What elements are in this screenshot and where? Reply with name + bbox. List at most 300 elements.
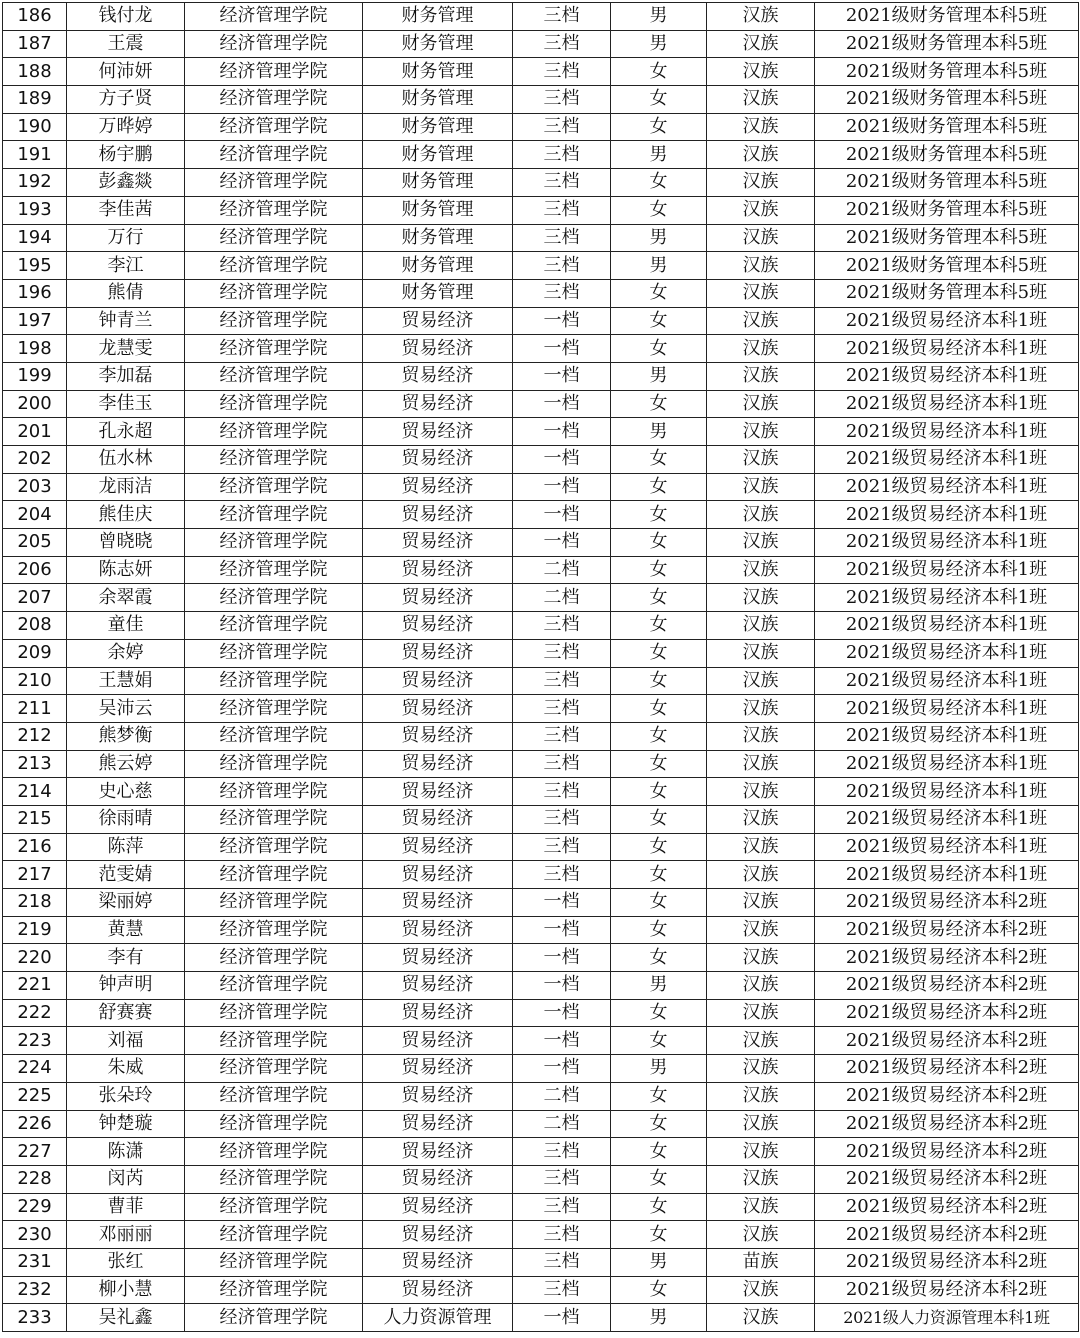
student-name: 熊云婷 [67,750,185,778]
grade-level-cell: 一档 [513,418,611,446]
class-cell: 2021级贸易经济本科1班 [815,473,1079,501]
student-name: 吴礼鑫 [67,1304,185,1332]
table-row [3,58,1079,86]
grade-level-cell: 三档 [513,169,611,197]
row-number: 214 [3,778,67,806]
major-cell: 贸易经济 [363,362,513,390]
student-name: 梁丽婷 [67,889,185,917]
college-cell: 经济管理学院 [185,169,363,197]
row-number: 221 [3,972,67,1000]
row-number: 197 [3,307,67,335]
grade-level-cell: 三档 [513,1165,611,1193]
table-row [3,556,1079,584]
college-cell: 经济管理学院 [185,722,363,750]
grade-level-cell: 二档 [513,1110,611,1138]
student-name: 李佳茜 [67,196,185,224]
table-row [3,1110,1079,1138]
college-cell: 经济管理学院 [185,446,363,474]
college-cell: 经济管理学院 [185,362,363,390]
row-number: 187 [3,30,67,58]
college-cell: 经济管理学院 [185,86,363,114]
gender-cell: 女 [611,196,707,224]
table-row [3,279,1079,307]
gender-cell: 女 [611,501,707,529]
row-number: 232 [3,1276,67,1304]
student-name: 范雯婧 [67,861,185,889]
grade-level-cell: 三档 [513,1221,611,1249]
row-number: 231 [3,1248,67,1276]
class-cell: 2021级贸易经济本科1班 [815,639,1079,667]
major-cell: 财务管理 [363,141,513,169]
table-row [3,750,1079,778]
class-cell: 2021级财务管理本科5班 [815,141,1079,169]
row-number: 220 [3,944,67,972]
major-cell: 贸易经济 [363,944,513,972]
ethnicity-cell: 汉族 [707,501,815,529]
class-cell: 2021级贸易经济本科2班 [815,1055,1079,1083]
major-cell: 贸易经济 [363,1221,513,1249]
gender-cell: 女 [611,695,707,723]
row-number: 229 [3,1193,67,1221]
college-cell: 经济管理学院 [185,1082,363,1110]
ethnicity-cell: 汉族 [707,307,815,335]
college-cell: 经济管理学院 [185,556,363,584]
class-cell: 2021级贸易经济本科2班 [815,1221,1079,1249]
ethnicity-cell: 汉族 [707,584,815,612]
student-name: 熊佳庆 [67,501,185,529]
class-cell: 2021级贸易经济本科1班 [815,362,1079,390]
row-number: 198 [3,335,67,363]
grade-level-cell: 一档 [513,529,611,557]
student-name: 钟楚璇 [67,1110,185,1138]
student-name: 余婷 [67,639,185,667]
college-cell: 经济管理学院 [185,778,363,806]
college-cell: 经济管理学院 [185,972,363,1000]
table-row [3,141,1079,169]
gender-cell: 男 [611,252,707,280]
college-cell: 经济管理学院 [185,1027,363,1055]
gender-cell: 男 [611,972,707,1000]
grade-level-cell: 二档 [513,1082,611,1110]
student-name: 童佳 [67,612,185,640]
major-cell: 贸易经济 [363,722,513,750]
grade-level-cell: 一档 [513,1027,611,1055]
gender-cell: 女 [611,722,707,750]
row-number: 211 [3,695,67,723]
row-number: 228 [3,1165,67,1193]
college-cell: 经济管理学院 [185,805,363,833]
major-cell: 贸易经济 [363,418,513,446]
row-number: 200 [3,390,67,418]
class-cell: 2021级贸易经济本科2班 [815,972,1079,1000]
class-cell: 2021级贸易经济本科2班 [815,999,1079,1027]
major-cell: 贸易经济 [363,556,513,584]
college-cell: 经济管理学院 [185,141,363,169]
major-cell: 贸易经济 [363,805,513,833]
table-row [3,1027,1079,1055]
row-number: 215 [3,805,67,833]
class-cell: 2021级财务管理本科5班 [815,169,1079,197]
student-name: 钱付龙 [67,3,185,31]
major-cell: 财务管理 [363,86,513,114]
student-name: 余翠霞 [67,584,185,612]
major-cell: 贸易经济 [363,390,513,418]
class-cell: 2021级贸易经济本科1班 [815,556,1079,584]
gender-cell: 女 [611,279,707,307]
college-cell: 经济管理学院 [185,335,363,363]
college-cell: 经济管理学院 [185,3,363,31]
college-cell: 经济管理学院 [185,833,363,861]
student-name: 张朵玲 [67,1082,185,1110]
row-number: 201 [3,418,67,446]
row-number: 226 [3,1110,67,1138]
grade-level-cell: 三档 [513,833,611,861]
ethnicity-cell: 汉族 [707,362,815,390]
student-name: 柳小慧 [67,1276,185,1304]
student-name: 黄慧 [67,916,185,944]
major-cell: 贸易经济 [363,335,513,363]
major-cell: 贸易经济 [363,639,513,667]
gender-cell: 女 [611,916,707,944]
grade-level-cell: 一档 [513,916,611,944]
row-number: 186 [3,3,67,31]
student-name: 陈潇 [67,1138,185,1166]
table-row [3,529,1079,557]
class-cell: 2021级财务管理本科5班 [815,196,1079,224]
student-name: 彭鑫燚 [67,169,185,197]
class-cell: 2021级贸易经济本科1班 [815,612,1079,640]
grade-level-cell: 三档 [513,805,611,833]
grade-level-cell: 二档 [513,556,611,584]
major-cell: 贸易经济 [363,1055,513,1083]
major-cell: 贸易经济 [363,999,513,1027]
class-cell: 2021级财务管理本科5班 [815,252,1079,280]
grade-level-cell: 三档 [513,224,611,252]
table-row [3,1138,1079,1166]
class-cell: 2021级贸易经济本科1班 [815,335,1079,363]
major-cell: 贸易经济 [363,1165,513,1193]
gender-cell: 女 [611,169,707,197]
college-cell: 经济管理学院 [185,944,363,972]
table-row [3,196,1079,224]
class-cell: 2021级贸易经济本科1班 [815,446,1079,474]
ethnicity-cell: 汉族 [707,944,815,972]
college-cell: 经济管理学院 [185,861,363,889]
college-cell: 经济管理学院 [185,224,363,252]
ethnicity-cell: 汉族 [707,1138,815,1166]
table-row [3,584,1079,612]
major-cell: 财务管理 [363,279,513,307]
college-cell: 经济管理学院 [185,1055,363,1083]
ethnicity-cell: 汉族 [707,999,815,1027]
ethnicity-cell: 汉族 [707,1193,815,1221]
college-cell: 经济管理学院 [185,196,363,224]
ethnicity-cell: 汉族 [707,1027,815,1055]
ethnicity-cell: 汉族 [707,1304,815,1332]
row-number: 216 [3,833,67,861]
gender-cell: 男 [611,3,707,31]
class-cell: 2021级贸易经济本科1班 [815,722,1079,750]
table-row [3,1276,1079,1304]
student-name: 史心慈 [67,778,185,806]
gender-cell: 女 [611,999,707,1027]
class-cell: 2021级贸易经济本科2班 [815,1276,1079,1304]
grade-level-cell: 三档 [513,612,611,640]
college-cell: 经济管理学院 [185,916,363,944]
row-number: 233 [3,1304,67,1332]
ethnicity-cell: 汉族 [707,473,815,501]
class-cell: 2021级贸易经济本科1班 [815,667,1079,695]
ethnicity-cell: 汉族 [707,196,815,224]
gender-cell: 女 [611,335,707,363]
gender-cell: 女 [611,750,707,778]
table-row [3,86,1079,114]
ethnicity-cell: 汉族 [707,252,815,280]
major-cell: 贸易经济 [363,750,513,778]
gender-cell: 女 [611,446,707,474]
table-row [3,3,1079,31]
table-row [3,639,1079,667]
major-cell: 贸易经济 [363,1193,513,1221]
grade-level-cell: 三档 [513,722,611,750]
table-row [3,1055,1079,1083]
row-number: 194 [3,224,67,252]
class-cell: 2021级贸易经济本科2班 [815,1248,1079,1276]
class-cell: 2021级财务管理本科5班 [815,113,1079,141]
gender-cell: 女 [611,778,707,806]
student-name: 曾晓晓 [67,529,185,557]
ethnicity-cell: 汉族 [707,1276,815,1304]
student-name: 李江 [67,252,185,280]
table-row [3,1082,1079,1110]
major-cell: 贸易经济 [363,833,513,861]
row-number: 213 [3,750,67,778]
gender-cell: 女 [611,1221,707,1249]
gender-cell: 女 [611,667,707,695]
college-cell: 经济管理学院 [185,1221,363,1249]
major-cell: 财务管理 [363,30,513,58]
college-cell: 经济管理学院 [185,584,363,612]
class-cell: 2021级财务管理本科5班 [815,86,1079,114]
student-name: 孔永超 [67,418,185,446]
row-number: 204 [3,501,67,529]
table-row [3,446,1079,474]
ethnicity-cell: 苗族 [707,1248,815,1276]
row-number: 205 [3,529,67,557]
class-cell: 2021级贸易经济本科1班 [815,861,1079,889]
class-cell: 2021级贸易经济本科2班 [815,1110,1079,1138]
major-cell: 贸易经济 [363,1276,513,1304]
major-cell: 贸易经济 [363,1248,513,1276]
student-name: 钟青兰 [67,307,185,335]
gender-cell: 女 [611,1193,707,1221]
ethnicity-cell: 汉族 [707,833,815,861]
ethnicity-cell: 汉族 [707,612,815,640]
grade-level-cell: 三档 [513,252,611,280]
class-cell: 2021级贸易经济本科2班 [815,1165,1079,1193]
ethnicity-cell: 汉族 [707,418,815,446]
ethnicity-cell: 汉族 [707,1055,815,1083]
gender-cell: 女 [611,1165,707,1193]
ethnicity-cell: 汉族 [707,279,815,307]
student-roster-table [2,2,1079,1332]
gender-cell: 女 [611,113,707,141]
row-number: 223 [3,1027,67,1055]
grade-level-cell: 三档 [513,3,611,31]
college-cell: 经济管理学院 [185,1193,363,1221]
table-row [3,362,1079,390]
table-row [3,1165,1079,1193]
row-number: 219 [3,916,67,944]
table-row [3,1248,1079,1276]
ethnicity-cell: 汉族 [707,113,815,141]
ethnicity-cell: 汉族 [707,889,815,917]
gender-cell: 女 [611,1110,707,1138]
student-name: 万行 [67,224,185,252]
ethnicity-cell: 汉族 [707,695,815,723]
class-cell: 2021级财务管理本科5班 [815,279,1079,307]
major-cell: 财务管理 [363,58,513,86]
college-cell: 经济管理学院 [185,1276,363,1304]
college-cell: 经济管理学院 [185,750,363,778]
grade-level-cell: 一档 [513,473,611,501]
class-cell: 2021级贸易经济本科1班 [815,418,1079,446]
class-cell: 2021级贸易经济本科2班 [815,1082,1079,1110]
class-cell: 2021级贸易经济本科1班 [815,307,1079,335]
student-name: 曹菲 [67,1193,185,1221]
table-row [3,390,1079,418]
gender-cell: 女 [611,58,707,86]
major-cell: 贸易经济 [363,612,513,640]
gender-cell: 女 [611,307,707,335]
row-number: 199 [3,362,67,390]
row-number: 196 [3,279,67,307]
gender-cell: 女 [611,1276,707,1304]
table-row [3,1221,1079,1249]
college-cell: 经济管理学院 [185,889,363,917]
grade-level-cell: 三档 [513,58,611,86]
major-cell: 财务管理 [363,169,513,197]
table-row [3,805,1079,833]
student-name: 龙雨洁 [67,473,185,501]
student-name: 熊梦衡 [67,722,185,750]
class-cell: 2021级贸易经济本科1班 [815,833,1079,861]
grade-level-cell: 三档 [513,1276,611,1304]
ethnicity-cell: 汉族 [707,30,815,58]
grade-level-cell: 三档 [513,639,611,667]
ethnicity-cell: 汉族 [707,861,815,889]
ethnicity-cell: 汉族 [707,667,815,695]
student-name: 熊倩 [67,279,185,307]
class-cell: 2021级贸易经济本科2班 [815,1027,1079,1055]
gender-cell: 男 [611,362,707,390]
gender-cell: 女 [611,944,707,972]
gender-cell: 女 [611,473,707,501]
grade-level-cell: 一档 [513,307,611,335]
table-row [3,667,1079,695]
row-number: 209 [3,639,67,667]
gender-cell: 女 [611,556,707,584]
college-cell: 经济管理学院 [185,612,363,640]
student-name: 钟声明 [67,972,185,1000]
table-row [3,612,1079,640]
class-cell: 2021级贸易经济本科2班 [815,889,1079,917]
student-name: 万晔婷 [67,113,185,141]
college-cell: 经济管理学院 [185,695,363,723]
student-name: 伍水林 [67,446,185,474]
ethnicity-cell: 汉族 [707,224,815,252]
college-cell: 经济管理学院 [185,58,363,86]
ethnicity-cell: 汉族 [707,1165,815,1193]
ethnicity-cell: 汉族 [707,750,815,778]
ethnicity-cell: 汉族 [707,3,815,31]
grade-level-cell: 三档 [513,86,611,114]
gender-cell: 男 [611,141,707,169]
major-cell: 人力资源管理 [363,1304,513,1332]
grade-level-cell: 三档 [513,695,611,723]
gender-cell: 女 [611,1138,707,1166]
class-cell: 2021级贸易经济本科1班 [815,584,1079,612]
college-cell: 经济管理学院 [185,307,363,335]
gender-cell: 女 [611,833,707,861]
grade-level-cell: 一档 [513,972,611,1000]
student-name: 朱威 [67,1055,185,1083]
gender-cell: 男 [611,224,707,252]
ethnicity-cell: 汉族 [707,639,815,667]
table-row [3,944,1079,972]
student-name: 刘福 [67,1027,185,1055]
table-row [3,972,1079,1000]
grade-level-cell: 一档 [513,944,611,972]
ethnicity-cell: 汉族 [707,390,815,418]
class-cell: 2021级人力资源管理本科1班 [815,1304,1079,1332]
table-row [3,999,1079,1027]
row-number: 202 [3,446,67,474]
table-row [3,889,1079,917]
gender-cell: 男 [611,30,707,58]
college-cell: 经济管理学院 [185,529,363,557]
college-cell: 经济管理学院 [185,30,363,58]
major-cell: 财务管理 [363,196,513,224]
gender-cell: 女 [611,86,707,114]
table-row [3,418,1079,446]
grade-level-cell: 三档 [513,778,611,806]
table-row [3,1193,1079,1221]
row-number: 222 [3,999,67,1027]
class-cell: 2021级财务管理本科5班 [815,30,1079,58]
row-number: 230 [3,1221,67,1249]
college-cell: 经济管理学院 [185,1248,363,1276]
student-name: 龙慧雯 [67,335,185,363]
class-cell: 2021级贸易经济本科2班 [815,1193,1079,1221]
student-name: 方子贤 [67,86,185,114]
college-cell: 经济管理学院 [185,1165,363,1193]
major-cell: 贸易经济 [363,1082,513,1110]
class-cell: 2021级贸易经济本科1班 [815,778,1079,806]
grade-level-cell: 三档 [513,1138,611,1166]
major-cell: 贸易经济 [363,446,513,474]
table-row [3,722,1079,750]
college-cell: 经济管理学院 [185,252,363,280]
student-name: 邓丽丽 [67,1221,185,1249]
grade-level-cell: 一档 [513,362,611,390]
ethnicity-cell: 汉族 [707,556,815,584]
class-cell: 2021级贸易经济本科1班 [815,501,1079,529]
table-row [3,307,1079,335]
major-cell: 财务管理 [363,3,513,31]
major-cell: 贸易经济 [363,584,513,612]
row-number: 189 [3,86,67,114]
